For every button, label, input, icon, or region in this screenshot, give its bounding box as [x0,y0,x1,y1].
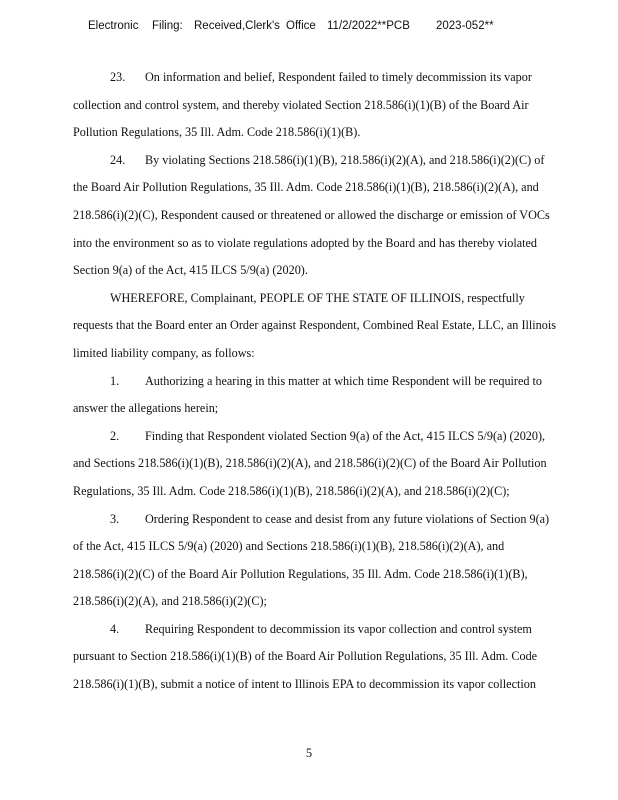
paragraph-line: into the environment so as to violate regulations adopted by the Board and has thereby violated [73,235,538,250]
request-number: 4. [110,621,120,636]
paragraph-number: 23. [110,70,126,84]
paragraph-line: Section 9(a) of the Act, 415 ILCS 5/9(a) (2020). [73,263,308,278]
request-item-line [73,506,593,534]
document-body [73,64,593,699]
paragraph-line: 218.586(i)(2)(C), Respondent caused or threatened or allowed the discharge or emission of VOCs [73,207,550,222]
paragraph-line: of the Act, 415 ILCS 5/9(a) (2020) and Sections 218.586(i)(1)(B), 218.586(i)(2)(A), and [73,539,505,554]
paragraph-text: By violating Sections 218.586(i)(1)(B), 218.586(i)(2)(A), and 218.586(i)(2)(C) of [145,152,545,167]
header-filing: Filing: [152,20,183,32]
paragraph-line: 218.586(i)(2)(C) of the Board Air Pollution Regulations, 35 Ill. Adm. Code 218.586(i)(1)(B), [73,566,528,581]
paragraph-line: 218.586(i)(1)(B), submit a notice of intent to Illinois EPA to decommission its vapor collection [73,677,536,692]
request-number: 2. [110,428,120,443]
paragraph-line: the Board Air Pollution Regulations, 35 Ill. Adm. Code 218.586(i)(1)(B), 218.586(i)(2)(A), and [73,180,539,195]
request-item-line [73,423,593,451]
request-number: 3. [110,511,120,526]
paragraph-line: collection and control system, and thereby violated Section 218.586(i)(1)(B) of the Board Air [73,97,529,112]
request-text: Ordering Respondent to cease and desist from any future violations of Section 9(a) [145,511,550,526]
paragraph-line: Regulations, 35 Ill. Adm. Code 218.586(i)(1)(B), 218.586(i)(2)(A), and 218.586(i)(2)(C); [73,483,510,498]
paragraph-line: requests that the Board enter an Order against Respondent, Combined Real Estate, LLC, an Illinois [73,318,556,333]
request-item-line [73,368,593,396]
paragraph-line [73,64,593,92]
paragraph-line: answer the allegations herein; [73,401,219,416]
paragraph-line [73,147,593,175]
request-item-line [73,616,593,644]
request-number: 1. [110,373,120,388]
header-electronic: Electronic [88,20,139,32]
paragraph-line: 218.586(i)(2)(A), and 218.586(i)(2)(C); [73,594,267,609]
header-office: Office [286,20,316,32]
paragraph-line: and Sections 218.586(i)(1)(B), 218.586(i)(2)(A), and 218.586(i)(2)(C) of the Board Air Pollution [73,456,547,471]
paragraph-line: limited liability company, as follows: [73,345,255,360]
paragraph-line: pursuant to Section 218.586(i)(1)(B) of the Board Air Pollution Regulations, 35 Ill. Adm. Code [73,649,538,664]
page-number: 5 [305,746,313,760]
wherefore-line: WHEREFORE, Complainant, PEOPLE OF THE STATE OF ILLINOIS, respectfully [110,290,525,305]
paragraph-line: Pollution Regulations, 35 Ill. Adm. Code 218.586(i)(1)(B). [73,125,361,140]
header-date-pcb: 11/2/2022**PCB [327,20,410,32]
request-text: Authorizing a hearing in this matter at which time Respondent will be required to [145,373,543,388]
paragraph-number: 24. [110,152,126,167]
efiling-header-stamp [88,20,494,32]
header-received-clerks: Received,Clerk's [194,20,280,32]
request-text: Finding that Respondent violated Section 9(a) of the Act, 415 ILCS 5/9(a) (2020), [145,428,546,443]
paragraph-text: On information and belief, Respondent failed to timely decommission its vapor [145,70,532,84]
request-text: Requiring Respondent to decommission its vapor collection and control system [145,621,532,636]
header-case-number: 2023-052** [436,20,494,32]
